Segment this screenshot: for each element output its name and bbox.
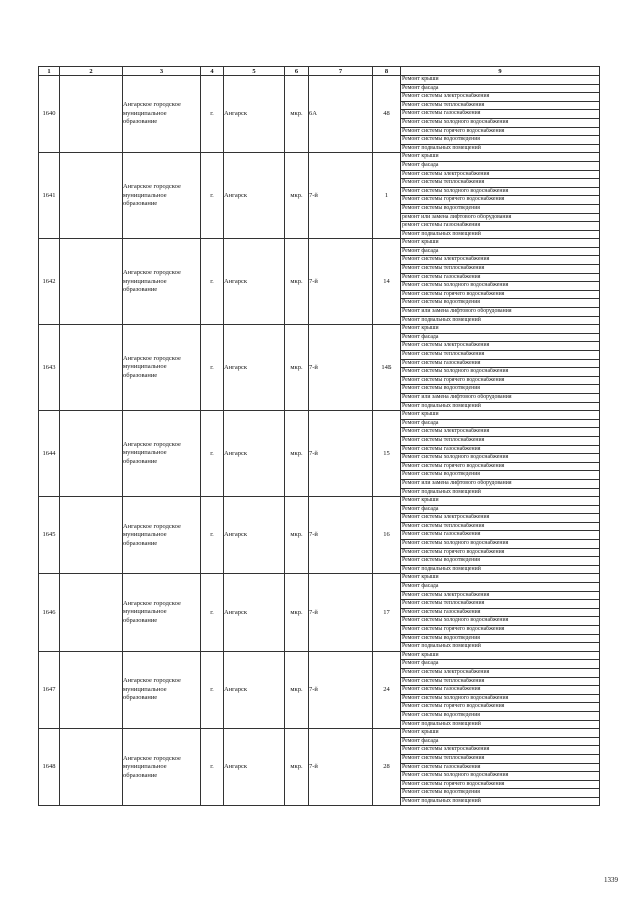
work-item: Ремонт системы электроснабжения (401, 428, 599, 437)
work-item: Ремонт крыши (401, 153, 599, 162)
works-list-cell (401, 651, 600, 728)
empty-cell (60, 153, 123, 239)
house-number-cell: 14 (373, 239, 401, 325)
district-cell: 6А (309, 76, 373, 153)
work-item: Ремонт системы теплоснабжения (401, 179, 599, 188)
works-list-cell (401, 574, 600, 651)
district-cell: 7-й (309, 325, 373, 411)
header-cell-7: 7 (309, 67, 373, 76)
work-item: Ремонт крыши (401, 411, 599, 420)
header-cell-1: 1 (39, 67, 60, 76)
work-item: Ремонт системы водоотведения (401, 385, 599, 394)
work-item: Ремонт системы газоснабжения (401, 609, 599, 618)
house-number-cell: 14Б (373, 325, 401, 411)
district-cell: 7-й (309, 651, 373, 728)
city-cell: Ангарск (224, 76, 285, 153)
work-item: Ремонт системы холодного водоснабжения (401, 617, 599, 626)
work-item: Ремонт крыши (401, 574, 599, 583)
municipality-cell: Ангарское городское муниципальное образование (123, 651, 201, 728)
house-number-cell: 1 (373, 153, 401, 239)
city-cell: Ангарск (224, 729, 285, 806)
table-row (39, 729, 600, 806)
district-cell: 7-й (309, 239, 373, 325)
house-number-cell: 15 (373, 411, 401, 497)
work-item: Ремонт фасада (401, 334, 599, 343)
work-item: Ремонт системы газоснабжения (401, 274, 599, 283)
work-item: Ремонт системы горячего водоснабжения (401, 703, 599, 712)
row-number: 1645 (39, 497, 60, 574)
work-item: Ремонт системы водоотведения (401, 557, 599, 566)
work-item: Ремонт системы газоснабжения (401, 531, 599, 540)
empty-cell (60, 411, 123, 497)
header-cell-6: 6 (285, 67, 309, 76)
work-item: Ремонт системы теплоснабжения (401, 523, 599, 532)
district-type-cell: мкр. (285, 651, 309, 728)
work-item: Ремонт крыши (401, 497, 599, 506)
municipality-cell: Ангарское городское муниципальное образование (123, 497, 201, 574)
works-list-cell (401, 239, 600, 325)
table-row (39, 497, 600, 574)
work-item: ремонт системы газоснабжения (401, 222, 599, 231)
work-item: Ремонт или замена лифтового оборудования (401, 394, 599, 403)
city-cell: Ангарск (224, 325, 285, 411)
district-type-cell: мкр. (285, 729, 309, 806)
settlement-type-cell: г. (201, 76, 224, 153)
repair-program-table (38, 66, 600, 806)
work-item: Ремонт крыши (401, 76, 599, 85)
work-item: Ремонт крыши (401, 239, 599, 248)
work-item: Ремонт фасада (401, 660, 599, 669)
house-number-cell: 24 (373, 651, 401, 728)
page-number: 1339 (604, 876, 618, 884)
table-row (39, 411, 600, 497)
works-list-cell (401, 325, 600, 411)
work-item: Ремонт подвальных помещений (402, 565, 481, 572)
row-number: 1640 (39, 76, 60, 153)
header-cell-5: 5 (224, 67, 285, 76)
row-number: 1648 (39, 729, 60, 806)
city-cell: Ангарск (224, 574, 285, 651)
works-list-cell (401, 411, 600, 497)
work-item: Ремонт системы водоотведения (401, 635, 599, 644)
work-item: Ремонт системы электроснабжения (401, 171, 599, 180)
work-item: Ремонт подвальных помещений (402, 488, 481, 495)
work-item: Ремонт системы холодного водоснабжения (401, 540, 599, 549)
work-item: Ремонт системы теплоснабжения (401, 600, 599, 609)
municipality-cell: Ангарское городское муниципальное образование (123, 153, 201, 239)
work-item: Ремонт подвальных помещений (402, 643, 481, 650)
city-cell: Ангарск (224, 153, 285, 239)
work-item: Ремонт подвальных помещений (402, 720, 481, 727)
empty-cell (60, 651, 123, 728)
work-item: Ремонт системы водоотведения (401, 712, 599, 721)
district-cell: 7-й (309, 497, 373, 574)
district-cell: 7-й (309, 574, 373, 651)
empty-cell (60, 325, 123, 411)
work-item: Ремонт системы теплоснабжения (401, 102, 599, 111)
work-item: Ремонт системы электроснабжения (401, 514, 599, 523)
district-cell: 7-й (309, 411, 373, 497)
header-cell-9: 9 (401, 67, 600, 76)
settlement-type-cell: г. (201, 497, 224, 574)
work-item: Ремонт системы теплоснабжения (401, 351, 599, 360)
work-item: Ремонт системы горячего водоснабжения (401, 626, 599, 635)
district-type-cell: мкр. (285, 411, 309, 497)
work-item: Ремонт системы электроснабжения (401, 93, 599, 102)
district-type-cell: мкр. (285, 325, 309, 411)
work-item: Ремонт системы газоснабжения (401, 686, 599, 695)
settlement-type-cell: г. (201, 411, 224, 497)
row-number: 1644 (39, 411, 60, 497)
work-item: Ремонт системы горячего водоснабжения (401, 781, 599, 790)
work-item: Ремонт системы водоотведения (401, 789, 599, 798)
work-item: Ремонт системы водоотведения (401, 205, 599, 214)
municipality-cell: Ангарское городское муниципальное образование (123, 411, 201, 497)
works-list-cell (401, 153, 600, 239)
header-cell-3: 3 (123, 67, 201, 76)
work-item: Ремонт системы электроснабжения (401, 342, 599, 351)
house-number-cell: 28 (373, 729, 401, 806)
work-item: Ремонт фасада (401, 248, 599, 257)
municipality-cell: Ангарское городское муниципальное образование (123, 239, 201, 325)
city-cell: Ангарск (224, 411, 285, 497)
work-item: Ремонт системы водоотведения (401, 299, 599, 308)
work-item: Ремонт фасада (401, 420, 599, 429)
work-item: Ремонт фасада (401, 506, 599, 515)
work-item: Ремонт фасада (401, 738, 599, 747)
work-item: Ремонт системы теплоснабжения (401, 265, 599, 274)
work-item: Ремонт фасада (401, 583, 599, 592)
empty-cell (60, 574, 123, 651)
work-item: Ремонт крыши (401, 325, 599, 334)
work-item: Ремонт системы теплоснабжения (401, 755, 599, 764)
table-row (39, 574, 600, 651)
table-body (39, 76, 600, 806)
empty-cell (60, 239, 123, 325)
house-number-cell: 48 (373, 76, 401, 153)
table-row (39, 325, 600, 411)
work-item: Ремонт крыши (401, 652, 599, 661)
work-item: Ремонт фасада (401, 162, 599, 171)
district-cell: 7-й (309, 729, 373, 806)
row-number: 1647 (39, 651, 60, 728)
city-cell: Ангарск (224, 651, 285, 728)
work-item: Ремонт системы газоснабжения (401, 764, 599, 773)
settlement-type-cell: г. (201, 153, 224, 239)
header-cell-4: 4 (201, 67, 224, 76)
work-item: Ремонт подвальных помещений (402, 230, 481, 237)
table-row (39, 76, 600, 153)
work-item: Ремонт системы горячего водоснабжения (401, 196, 599, 205)
work-item: Ремонт системы горячего водоснабжения (401, 291, 599, 300)
work-item: Ремонт системы газоснабжения (401, 360, 599, 369)
work-item: Ремонт подвальных помещений (402, 402, 481, 409)
municipality-cell: Ангарское городское муниципальное образование (123, 76, 201, 153)
work-item: Ремонт системы теплоснабжения (401, 437, 599, 446)
table-row (39, 239, 600, 325)
district-type-cell: мкр. (285, 497, 309, 574)
empty-cell (60, 729, 123, 806)
municipality-cell: Ангарское городское муниципальное образование (123, 325, 201, 411)
row-number: 1646 (39, 574, 60, 651)
header-cell-8: 8 (373, 67, 401, 76)
work-item: Ремонт системы электроснабжения (401, 746, 599, 755)
works-list-cell (401, 729, 600, 806)
settlement-type-cell: г. (201, 574, 224, 651)
work-item: Ремонт системы газоснабжения (401, 110, 599, 119)
work-item: Ремонт системы горячего водоснабжения (401, 377, 599, 386)
work-item: ремонт или замена лифтового оборудования (401, 214, 599, 223)
work-item: Ремонт системы холодного водоснабжения (401, 454, 599, 463)
work-item: Ремонт системы газоснабжения (401, 446, 599, 455)
district-type-cell: мкр. (285, 239, 309, 325)
settlement-type-cell: г. (201, 729, 224, 806)
row-number: 1642 (39, 239, 60, 325)
work-item: Ремонт системы холодного водоснабжения (401, 119, 599, 128)
work-item: Ремонт подвальных помещений (402, 144, 481, 151)
municipality-cell: Ангарское городское муниципальное образование (123, 574, 201, 651)
works-list-cell (401, 497, 600, 574)
work-item: Ремонт системы электроснабжения (401, 592, 599, 601)
house-number-cell: 17 (373, 574, 401, 651)
table-row (39, 651, 600, 728)
district-type-cell: мкр. (285, 76, 309, 153)
empty-cell (60, 76, 123, 153)
work-item: Ремонт системы электроснабжения (401, 669, 599, 678)
work-item: Ремонт системы холодного водоснабжения (401, 368, 599, 377)
work-item: Ремонт системы теплоснабжения (401, 678, 599, 687)
row-number: 1643 (39, 325, 60, 411)
district-type-cell: мкр. (285, 574, 309, 651)
work-item: Ремонт системы холодного водоснабжения (401, 282, 599, 291)
work-item: Ремонт системы электроснабжения (401, 256, 599, 265)
row-number: 1641 (39, 153, 60, 239)
work-item: Ремонт системы холодного водоснабжения (401, 188, 599, 197)
work-item: Ремонт или замена лифтового оборудования (401, 308, 599, 317)
work-item: Ремонт или замена лифтового оборудования (401, 480, 599, 489)
city-cell: Ангарск (224, 497, 285, 574)
work-item: Ремонт крыши (401, 729, 599, 738)
header-row (39, 67, 600, 76)
settlement-type-cell: г. (201, 325, 224, 411)
settlement-type-cell: г. (201, 651, 224, 728)
table-row (39, 153, 600, 239)
work-item: Ремонт системы горячего водоснабжения (401, 128, 599, 137)
work-item: Ремонт системы водоотведения (401, 136, 599, 145)
work-item: Ремонт системы горячего водоснабжения (401, 463, 599, 472)
work-item: Ремонт подвальных помещений (402, 797, 481, 804)
municipality-cell: Ангарское городское муниципальное образование (123, 729, 201, 806)
district-cell: 7-й (309, 153, 373, 239)
header-cell-2: 2 (60, 67, 123, 76)
empty-cell (60, 497, 123, 574)
work-item: Ремонт системы холодного водоснабжения (401, 695, 599, 704)
work-item: Ремонт фасада (401, 85, 599, 94)
work-item: Ремонт подвальных помещений (402, 316, 481, 323)
work-item: Ремонт системы горячего водоснабжения (401, 549, 599, 558)
work-item: Ремонт системы холодного водоснабжения (401, 772, 599, 781)
city-cell: Ангарск (224, 239, 285, 325)
works-list-cell (401, 76, 600, 153)
house-number-cell: 16 (373, 497, 401, 574)
settlement-type-cell: г. (201, 239, 224, 325)
district-type-cell: мкр. (285, 153, 309, 239)
work-item: Ремонт системы водоотведения (401, 471, 599, 480)
